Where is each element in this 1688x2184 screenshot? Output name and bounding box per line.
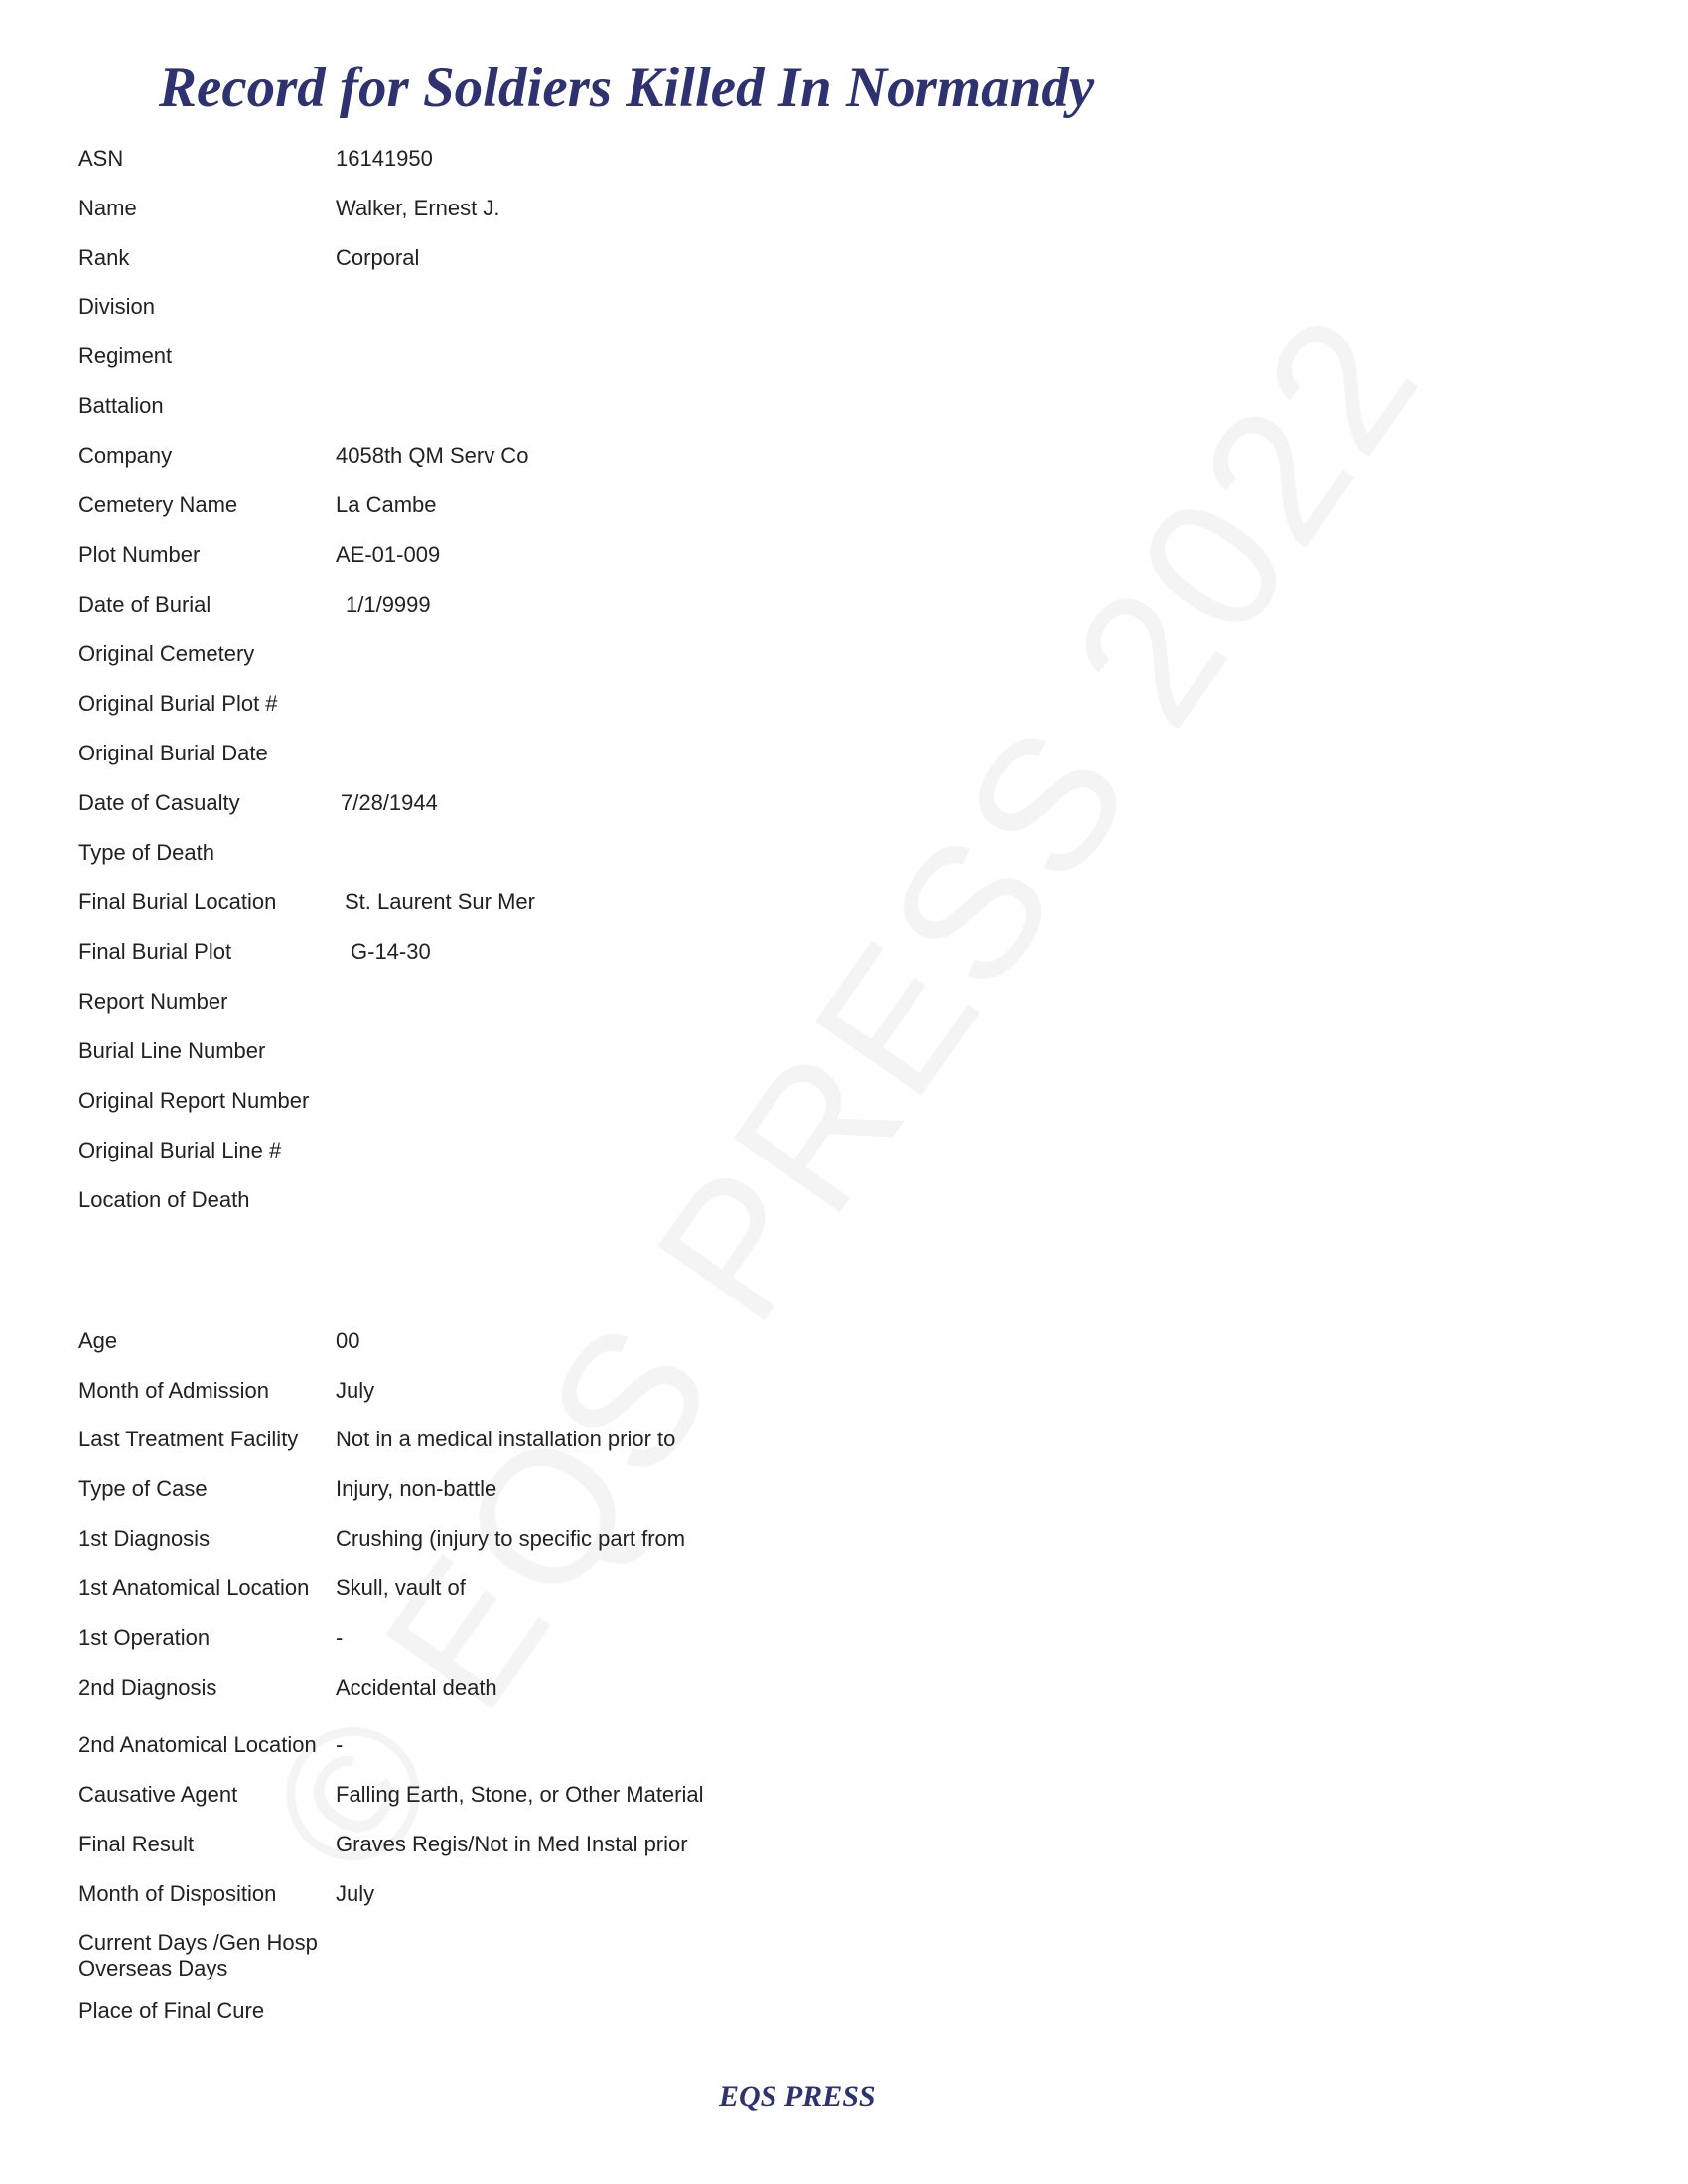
- field-label: Name: [78, 196, 137, 220]
- field-final-burial-plot: [78, 938, 774, 978]
- field-rank: [78, 244, 774, 284]
- field-label: Age: [78, 1328, 118, 1353]
- field-report-number: [78, 988, 774, 1027]
- field-value: July: [336, 1881, 375, 1906]
- field-label: 1st Operation: [78, 1625, 211, 1650]
- field-label: Final Burial Location: [78, 889, 277, 914]
- field-value: Graves Regis/Not in Med Instal prior: [336, 1832, 688, 1856]
- field-label: Place of Final Cure: [78, 1998, 265, 2023]
- field-label: Company: [78, 443, 173, 468]
- field-label: Month of Admission: [78, 1378, 269, 1403]
- field-label: Regiment: [78, 343, 173, 368]
- field-value: -: [336, 1625, 344, 1650]
- field-label: Battalion: [78, 393, 164, 418]
- field-value: July: [336, 1378, 375, 1403]
- field-label: Burial Line Number: [78, 1038, 266, 1063]
- field-label: 2nd Anatomical Location: [78, 1732, 317, 1757]
- field-label: Final Result: [78, 1832, 195, 1856]
- field-label: 1st Diagnosis: [78, 1526, 211, 1551]
- field-age: [78, 1327, 774, 1367]
- field-original-cemetery: [78, 640, 774, 680]
- field-label: Report Number: [78, 989, 228, 1014]
- field-label-line: Current Days /Gen Hosp: [78, 1930, 318, 1955]
- field-1st-anatomical-location: [78, 1574, 774, 1614]
- field-2nd-anatomical-location: [78, 1731, 774, 1771]
- field-original-burial-plot: [78, 690, 774, 730]
- field-value: 00: [336, 1328, 360, 1353]
- field-value: Injury, non-battle: [336, 1476, 497, 1501]
- field-cemetery-name: [78, 491, 774, 531]
- field-label-line: Overseas Days: [78, 1956, 228, 1980]
- field-date-of-burial: [78, 591, 774, 630]
- field-label: Original Cemetery: [78, 641, 255, 666]
- field-type-of-death: [78, 839, 774, 879]
- field-label: Date of Burial: [78, 592, 211, 616]
- field-causative-agent: [78, 1781, 774, 1821]
- field-label: Last Treatment Facility: [78, 1427, 299, 1451]
- field-2nd-diagnosis: [78, 1674, 774, 1713]
- field-value: Crushing (injury to specific part from: [336, 1526, 686, 1551]
- field-value: La Cambe: [336, 492, 437, 517]
- field-label: Causative Agent: [78, 1782, 238, 1807]
- field-value: 4058th QM Serv Co: [336, 443, 529, 468]
- field-label: Month of Disposition: [78, 1881, 277, 1906]
- field-label: Original Burial Plot #: [78, 691, 278, 716]
- field-label: Type of Death: [78, 840, 214, 865]
- field-value: Accidental death: [336, 1675, 497, 1700]
- field-original-report-number: [78, 1087, 774, 1127]
- field-label: Date of Casualty: [78, 790, 240, 815]
- page-title: Record for Soldiers Killed In Normandy: [159, 57, 1095, 119]
- field-1st-diagnosis: [78, 1525, 774, 1565]
- field-original-burial-line: [78, 1137, 774, 1176]
- field-final-result: [78, 1831, 774, 1870]
- field-month-of-admission: [78, 1377, 774, 1417]
- field-label: Original Burial Date: [78, 741, 268, 765]
- field-month-of-disposition: [78, 1880, 774, 1920]
- field-label: Location of Death: [78, 1187, 250, 1212]
- field-regiment: [78, 342, 774, 382]
- field-value: Corporal: [336, 245, 420, 270]
- field-label: [78, 1930, 318, 1981]
- field-burial-line-number: [78, 1037, 774, 1077]
- publisher-footer: EQS PRESS: [719, 2080, 876, 2113]
- field-location-of-death: [78, 1186, 774, 1226]
- field-final-burial-location: [78, 888, 774, 928]
- field-value: AE-01-009: [336, 542, 441, 567]
- field-plot-number: [78, 541, 774, 581]
- field-asn: [78, 145, 774, 185]
- field-value: Skull, vault of: [336, 1575, 466, 1600]
- field-value: Walker, Ernest J.: [336, 196, 500, 220]
- field-1st-operation: [78, 1624, 774, 1664]
- field-original-burial-date: [78, 740, 774, 779]
- field-label: 1st Anatomical Location: [78, 1575, 310, 1600]
- field-type-of-case: [78, 1475, 774, 1515]
- field-current-days: [78, 1930, 774, 1985]
- field-company: [78, 442, 774, 481]
- field-value: 1/1/9999: [346, 592, 431, 616]
- field-last-treatment-facility: [78, 1426, 774, 1465]
- field-label: Final Burial Plot: [78, 939, 232, 964]
- field-label: Type of Case: [78, 1476, 208, 1501]
- field-label: ASN: [78, 146, 124, 171]
- field-value: 16141950: [336, 146, 433, 171]
- field-label: 2nd Diagnosis: [78, 1675, 217, 1700]
- field-label: Original Report Number: [78, 1088, 310, 1113]
- field-place-of-final-cure: [78, 1997, 774, 2037]
- field-battalion: [78, 392, 774, 432]
- field-value: G-14-30: [351, 939, 431, 964]
- field-label: Division: [78, 294, 156, 319]
- field-date-of-casualty: [78, 789, 774, 829]
- field-value: -: [336, 1732, 344, 1757]
- field-division: [78, 293, 774, 333]
- field-label: Original Burial Line #: [78, 1138, 282, 1162]
- field-label: Plot Number: [78, 542, 201, 567]
- field-name: [78, 195, 774, 234]
- field-value: Falling Earth, Stone, or Other Material: [336, 1782, 704, 1807]
- field-value: St. Laurent Sur Mer: [345, 889, 535, 914]
- field-value: 7/28/1944: [341, 790, 438, 815]
- field-value: Not in a medical installation prior to: [336, 1427, 676, 1451]
- field-label: Cemetery Name: [78, 492, 238, 517]
- field-label: Rank: [78, 245, 130, 270]
